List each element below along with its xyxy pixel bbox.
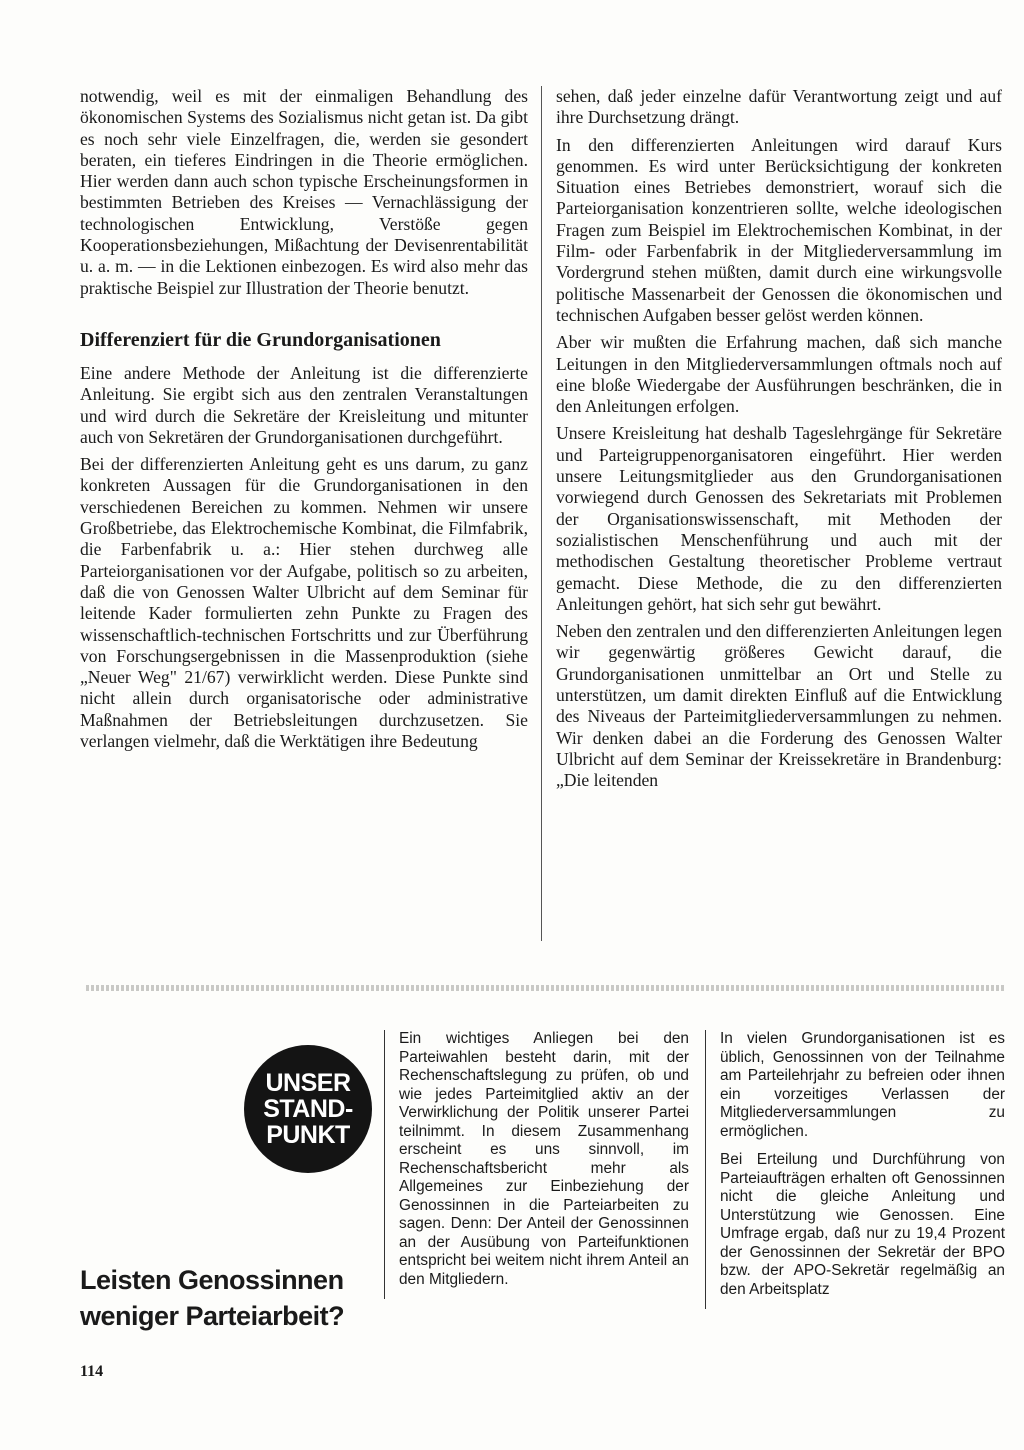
box-column-1 bbox=[384, 1030, 689, 1299]
article-paragraph: sehen, daß jeder einzelne dafür Verantwortung zeigt und auf ihre Durchsetzung drängt. bbox=[556, 86, 1002, 128]
article-paragraph: In den differenzierten Anleitungen wird darauf Kurs genommen. Es wird unter Berücksichtigung der konkreten Situation eines Betriebes demonstriert, worauf sich die Parteiorganisation konzentrieren sollte, welche ideologischen Fragen zum Beispiel im Elektrochemischen Kombinat, in der Film- oder Farbenfabrik in der Mitgliederversammlung im Vordergrund stehen müßten, damit durch eine wirkungsvolle politische Massenarbeit der Genossen die ökonomischen und technischen Aufgaben besser gelöst werden können. bbox=[556, 134, 1002, 325]
article-paragraph: Eine andere Methode der Anleitung ist die differenzierte Anleitung. Sie ergibt sich aus den zentralen Veranstaltungen und wird durch die Sekretäre der Kreisleitung und mitunter auch von Sekretären der Grundorganisationen durchgeführt. bbox=[80, 362, 528, 447]
box-paragraph: In vielen Grundorganisationen ist es üblich, Genossinnen von der Teilnahme am Parteilehrjahr zu befreien oder ihnen ein vorzeitiges Verlassen der Mitgliederversammlungen zu ermöglichen. bbox=[720, 1030, 1005, 1140]
section-heading: Differenziert für die Grundorganisationen bbox=[80, 328, 441, 351]
badge-line: UNSER bbox=[265, 1069, 351, 1097]
badge-line: PUNKT bbox=[266, 1121, 350, 1149]
box-title: Leisten Genossinnen weniger Parteiarbeit? bbox=[80, 1265, 345, 1331]
article-paragraph: Unsere Kreisleitung hat deshalb Tageslehrgänge für Sekretäre und Parteigruppenorganisatoren eingeführt. Hier werden unsere Leitungsmitglieder aus den Grundorganisationen vorwiegend durch Genossen des Sekretariats mit Problemen der Organisationswissenschaft, mit Methoden der sozialistischen Menschenführung und auch mit der methodischen Gestaltung theoretischer Probleme vertraut gemacht. Diese Methode, die zu den differenzierten Anleitungen gehört, hat sich sehr gut bewährt. bbox=[556, 423, 1002, 614]
column-divider bbox=[541, 86, 542, 941]
box-column-2 bbox=[705, 1030, 1005, 1309]
section-separator bbox=[86, 985, 1006, 991]
article-paragraph: Aber wir mußten die Erfahrung machen, daß sich manche Leitungen in den Mitgliederversammlungen oftmals noch auf eine bloße Wiedergabe der Ausführungen beschränken, die in den Anleitungen erfolgen. bbox=[556, 332, 1002, 417]
badge-line: STAND- bbox=[263, 1095, 353, 1123]
article-paragraph: notwendig, weil es mit der einmaligen Behandlung des ökonomischen Systems des Sozialismus nicht getan ist. Da gibt es noch sehr viele Einzelfragen, die, werden sie gesondert beraten, ein tieferes Eindringen in die Theorie ermöglichen. Hier werden dann auch schon typische Erscheinungsformen in bestimmten Betrieben des Kreises — Vernachlässigung der technologischen Entwicklung, Verstöße gegen Kooperationsbeziehungen, Mißachtung der Devisenrentabilität u. a. m. — in die Lektionen einbezogen. Es wird also mehr das praktische Beispiel zur Illustration der Theorie benutzt. bbox=[80, 86, 528, 298]
article-paragraph: Bei der differenzierten Anleitung geht es uns darum, zu ganz konkreten Aussagen für die Grundorganisationen in den verschiedenen Bereichen zu kommen. Nehmen wir unsere Großbetriebe, das Elektrochemische Kombinat, die Filmfabrik, die Farbenfabrik u. a.: Hier stehen durchweg alle Parteiorganisationen vor der Aufgabe, politisch so zu arbeiten, daß die von Genossen Walter Ulbricht auf dem Seminar für leitende Kader formulierten zehn Punkte zu Fragen des wissenschaftlich-technischen Fortschritts und zur Überführung von Forschungsergebnissen in die Massenproduktion (siehe „Neuer Weg" 21/67) verwirklicht werden. Diese Punkte sind nicht allein durch organisatorische oder administrative Maßnahmen der Betriebsleitungen durchzusetzen. Sie verlangen vielmehr, daß die Werktätigen ihre Bedeutung bbox=[80, 454, 528, 752]
article-column-right bbox=[556, 86, 1002, 798]
article-paragraph: Neben den zentralen und den differenzierten Anleitungen legen wir gegenwärtig größeres Gewicht darauf, die Grundorganisationen unmittelbar an Ort und Stelle zu unterstützen, um damit direkten Einfluß auf die Entwicklung des Niveaus der Parteimitgliederversammlungen zu nehmen. Wir denken dabei an die Forderung des Genossen Walter Ulbricht auf dem Seminar der Kreissekretäre in Brandenburg: „Die leitenden bbox=[556, 621, 1002, 791]
page-number: 114 bbox=[80, 1363, 104, 1380]
article-column-left bbox=[80, 86, 528, 758]
standpunkt-badge bbox=[244, 1045, 372, 1173]
box-paragraph: Bei Erteilung und Durchführung von Parteiaufträgen erhalten oft Genossinnen nicht die gleiche Anleitung und Unterstützung wie Genossen. Eine Umfrage ergab, daß nur zu 19,4 Prozent der Genossinnen der Sekretär der BPO bzw. der APO-Sekretär regelmäßig an den Arbeitsplatz bbox=[720, 1151, 1005, 1298]
box-paragraph: Ein wichtiges Anliegen bei den Parteiwahlen besteht darin, mit der Rechenschaftslegung zu prüfen, ob und wie jedes Parteimitglied aktiv an der Verwirklichung der Politik unserer Partei teilnimmt. In diesem Zusammenhang erscheint es uns sinnvoll, im Rechenschaftsbericht mehr als Allgemeines zur Einbeziehung der Genossinnen in die Parteiarbeiten zu sagen. Denn: Der Anteil der Genossinnen an der Ausübung von Parteifunktionen entspricht bei weitem nicht ihrem Anteil an den Mitgliedern. bbox=[399, 1030, 689, 1288]
